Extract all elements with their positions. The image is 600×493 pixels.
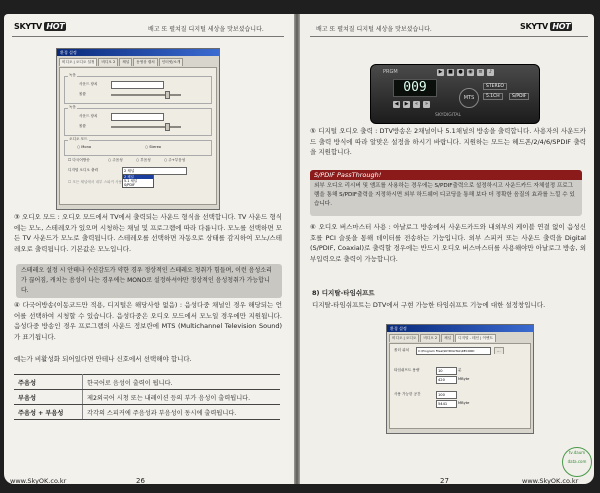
- spdif-body: 외부 오디오 리시버 및 앰프를 사용하는 경우에는 S/PDIF출력으로 설정하시고 사운드카드 자체설정 프로그램을 통해 S/PDIF출력을 지정하시면 외부 하드웨어 디코딩을 통해 보다 더 정확한 음질의 효과를 느낄 수 있습니다.: [314, 183, 575, 207]
- window-body: [389, 343, 531, 429]
- free-percent-field[interactable]: [436, 391, 457, 399]
- tab-channel[interactable]: 채널: [441, 334, 454, 342]
- mono-radio[interactable]: ○ Mono: [77, 145, 92, 149]
- playback-volume-track: [111, 94, 181, 96]
- table-row: [14, 390, 280, 405]
- group-playback: [64, 73, 212, 104]
- record-volume-slider[interactable]: [165, 123, 170, 131]
- left-page-number: 26: [136, 477, 145, 485]
- spdif-title: S/PDIF PassThrough!: [310, 170, 582, 180]
- digital-output-dropdown: [122, 174, 154, 188]
- next-button[interactable]: ▶: [404, 101, 409, 107]
- forward-button[interactable]: »: [424, 101, 429, 107]
- digital-output-label: 디지털 오디오 출력: [68, 168, 99, 172]
- table-key: 주음성: [14, 375, 83, 390]
- tab-row-1: [387, 332, 533, 342]
- tab-audio[interactable]: 비디오 | 오디오: [389, 334, 419, 342]
- free-space-field[interactable]: [436, 400, 457, 408]
- digital-output-paragraph: ⑤ 디지털 오디오 출력 : DTV방송은 2채널이나 5.1채널의 방송을 출력합니다. 사용자의 사운드카드 출력 방식에 따라 알맞은 설정을 하시기 바랍니다. 지원하는 모드는 헤드폰/2/4/6/SPDIF 출력을 지원합니다.: [310, 127, 586, 156]
- audio-options-table: [14, 374, 280, 420]
- bus-master-paragraph: ⑥ 오디오 버스마스터 사용 : 아날로그 방송에서 사운드카드와 내외부의 케이블 연결 없이 음성신호를 PCI 슬롯을 통해 데이터를 전송하는 기능입니다. 외부 스피커 또는 사운드 출력을 Digital (S/PDIF, Coaxial)로 출력할 경우에는 반드시 오디오 버스마스터를 사용해야만 아날로그 방송, 외부입력으로 출력이 가능합니다.: [310, 223, 586, 263]
- stereo-radio[interactable]: ○ Stereo: [145, 145, 161, 149]
- group-record: [64, 105, 212, 136]
- timeshift-size-label: 타임쉬프트 용량: [394, 368, 420, 372]
- mute-button[interactable]: ♪: [488, 69, 493, 75]
- table-desc: 제2외국어 시청 또는 내레이션 등의 부가 음성이 출력됩니다.: [83, 390, 281, 405]
- right-header-tagline: 배고 또 펼쳐질 디지털 세상을 맛보셨습니다.: [316, 26, 432, 33]
- watermark-text: tv.daum data.com: [567, 450, 587, 464]
- player-brand: PRGM: [383, 69, 398, 75]
- size-unit: MByte: [458, 377, 470, 381]
- multi-language-label: 다국어방송: [72, 158, 90, 162]
- tab-capture[interactable]: 동영상 캡처: [133, 58, 158, 66]
- group-playback-label: 녹음: [69, 73, 76, 77]
- tab-audio[interactable]: 비디오 | 오디오 설정: [59, 58, 97, 66]
- mono-radio-label: Mono: [81, 145, 92, 149]
- tab-video2[interactable]: 비디오 2: [420, 334, 440, 342]
- logo-badge: HOT: [46, 22, 65, 31]
- book-gutter: [294, 14, 300, 484]
- playback-volume-slider[interactable]: [165, 91, 170, 99]
- channel-display: 009: [393, 79, 437, 97]
- folder-path-value: C:\Program Files\SKYDIGITAL\RECORD: [418, 349, 475, 353]
- left-header-tagline: 배고 또 펼쳐질 디지털 세상을 맛보셨습니다.: [148, 26, 264, 33]
- record-device-label: 사운드 장치: [79, 114, 98, 118]
- audio-mode-paragraph: ③ 오디오 모드 : 오디오 모드에서 TV에서 출력되는 사운드 형식을 선택합니다. TV 사운드 형식에는 모노, 스테레오가 있으며 시청하는 채널 및 프로그램에 따라 다릅니다. 모노를 선택하면 모든 TV 사운드가 모노로 출력됩니다. 스테레오를 선택하면 자동으로 상태를 감지하여 모노/스테레오로 출력됩니다. 기본값은 모노입니다.: [14, 213, 282, 253]
- timeshift-minutes: 10: [438, 369, 443, 373]
- window-body: [59, 67, 217, 205]
- skytv-logo-right: [520, 22, 572, 31]
- player-panel-label: SKYDIGITAL: [435, 113, 461, 118]
- timeshift-minutes-field[interactable]: [436, 367, 457, 375]
- left-footer-url: www.SkyOK.co.kr: [10, 477, 67, 485]
- settings-window: [56, 48, 220, 210]
- watermark-stamp: [562, 447, 592, 477]
- tab-timeshift[interactable]: 디지털 - 테인 | 이벤트: [455, 334, 496, 342]
- record-volume-track: [111, 126, 181, 128]
- tab-video2[interactable]: 비디오 2: [98, 58, 118, 66]
- menu-button[interactable]: ≡: [478, 69, 483, 75]
- stereo-indicator: STEREO: [483, 83, 507, 90]
- table-key: 주음성 + 부음성: [14, 405, 83, 420]
- rewind-button[interactable]: «: [414, 101, 419, 107]
- minutes-unit: 분: [458, 368, 462, 372]
- mts-knob[interactable]: MTS: [459, 88, 479, 108]
- group-audio-mode: [64, 137, 212, 156]
- group-record-label: 녹음: [69, 105, 76, 109]
- window-titlebar: [57, 49, 219, 56]
- record-volume-label: 볼륨: [79, 124, 86, 128]
- main-audio-label: 주음성: [112, 158, 123, 162]
- sub-audio-radio[interactable]: ○ 부음성: [136, 158, 151, 162]
- playback-volume-label: 볼륨: [79, 92, 86, 96]
- timeshift-section-title: 8) 디지탈-타임쉬프트: [312, 289, 375, 297]
- right-footer-url: www.SkyOK.co.kr: [522, 477, 579, 485]
- tv-player-skin: [370, 64, 540, 124]
- table-row: [14, 405, 280, 420]
- left-header-rule: [12, 36, 284, 37]
- table-key: 부음성: [14, 390, 83, 405]
- timeshift-size-field[interactable]: [436, 376, 457, 384]
- dropdown-option-51ch[interactable]: 5.1 채널: [124, 179, 138, 183]
- window-title: 환경 설정: [60, 50, 77, 55]
- stop-button[interactable]: ■: [448, 69, 453, 75]
- tab-row-1: [57, 56, 219, 66]
- sub-audio-label: 부음성: [140, 158, 151, 162]
- spdif-indicator: S/PDIF: [509, 93, 529, 100]
- right-page-number: 27: [440, 477, 449, 485]
- internal-speaker-label: 모든 채널에서 내부 스피커 사용: [72, 180, 123, 184]
- main-sub-audio-radio[interactable]: ○ 주+부음성: [164, 158, 186, 162]
- folder-label: 폴더 위치: [394, 348, 410, 352]
- dropdown-option-spdif[interactable]: S/PDIF: [124, 183, 135, 187]
- main-audio-radio[interactable]: ○ 주음성: [108, 158, 123, 162]
- multi-language-checkbox[interactable]: ☐ 다국어방송: [68, 158, 90, 162]
- internal-speaker-checkbox[interactable]: ☐ 모든 채널에서 내부 스피커 사용: [68, 180, 123, 184]
- tab-channel[interactable]: 채널: [119, 58, 132, 66]
- playback-device-select[interactable]: [111, 81, 164, 89]
- table-row: [14, 375, 280, 390]
- timeshift-section-desc: 디지탈-타임쉬프트는 DTV에서 구현 가능한 타임쉬프트 기능에 대한 설정창입니다.: [312, 301, 546, 309]
- timeshift-size: 420: [438, 378, 445, 382]
- stereo-radio-label: Stereo: [149, 145, 161, 149]
- snapshot-button[interactable]: ◉: [468, 69, 473, 75]
- window-titlebar: [387, 325, 533, 332]
- prev-button[interactable]: ◀: [394, 101, 399, 107]
- free-unit: MByte: [458, 401, 470, 405]
- free-percent: 100: [438, 393, 445, 397]
- table-desc: 각각의 스피커에 주음성과 부음성이 동시에 출력됩니다.: [83, 405, 281, 420]
- skytv-logo: [14, 22, 66, 31]
- table-desc: 한국어로 음성이 출력이 됩니다.: [83, 375, 281, 390]
- logo-badge: HOT: [552, 22, 571, 31]
- playback-device-label: 사운드 장치: [79, 82, 98, 86]
- folder-path-field[interactable]: [416, 347, 491, 355]
- logo-text: SKYTV: [520, 22, 548, 31]
- stereo-note-box: 스테레오 설정 시 안테나 수신감도가 약한 경우 정상적인 스테레오 청취가 힘들며, 이런 음성소리가 끊어짐, 캐치는 음성이 나는 경우에는 MONO로 설정하셔야만 정상적인 음성청취가 가능합니다.: [16, 264, 282, 298]
- browse-button[interactable]: …: [494, 347, 504, 354]
- window-title: 환경 설정: [390, 326, 407, 331]
- timeshift-settings-window: [386, 324, 534, 434]
- free-space: 5441: [438, 402, 448, 406]
- dropdown-option-2ch[interactable]: 2 채널: [123, 175, 153, 179]
- multi-language-paragraph: ④ 다국어방송(이동코드만 적용, 디지털은 해당사항 없음) : 음성다중 채널인 경우 해당되는 언어를 선택하여 시청할 수 있습니다. 음성다중은 오디오 모드에서 모노일 경우에만 지원됩니다. 음성다중 방송인 경우 프로그램의 사운드 정보란에 MTS (Multichannel Television Sound)가 표기됩니다.: [14, 301, 282, 341]
- multi-language-note: 예는가 비활성화 되어있다면 안테나 신호에서 선택해야 합니다.: [14, 355, 192, 363]
- spdif-callout: [310, 170, 582, 216]
- logo-text: SKYTV: [14, 22, 42, 31]
- surround-indicator: 5.1CH: [483, 93, 503, 100]
- play-button[interactable]: ▶: [438, 69, 443, 75]
- record-button[interactable]: ●: [458, 69, 463, 75]
- record-device-select[interactable]: [111, 113, 164, 121]
- free-space-label: 사용 가능한 공간: [394, 392, 421, 396]
- tab-internet[interactable]: 인터넷/소개: [159, 58, 184, 66]
- main-sub-audio-label: 주+부음성: [168, 158, 186, 162]
- digital-output-value: 2 채널: [124, 169, 135, 173]
- right-header-rule: [310, 36, 588, 37]
- audio-mode-group-label: 오디오 모드: [69, 137, 88, 141]
